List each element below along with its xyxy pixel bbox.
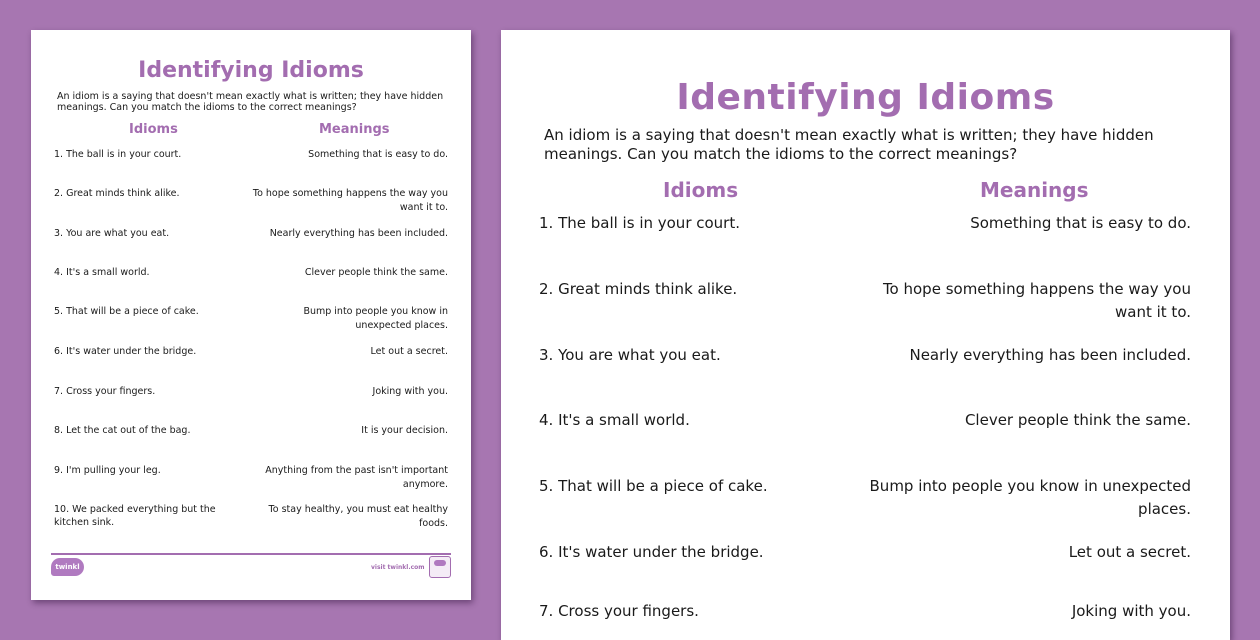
meaning-text: To hope something happens the way you want it to.: [252, 188, 448, 213]
idiom-text: 7. Cross your fingers.: [539, 602, 699, 620]
idiom-text: 2. Great minds think alike.: [54, 188, 180, 199]
meaning-text: Let out a secret.: [1068, 543, 1191, 561]
table-row: [31, 345, 471, 385]
meaning-text: Nearly everything has been included.: [909, 346, 1191, 364]
meaning-text: Nearly everything has been included.: [269, 228, 448, 239]
table-row: [31, 305, 471, 345]
meaning-text: Bump into people you know in unexpected places.: [869, 477, 1191, 518]
table-row: [501, 278, 1230, 344]
twinkl-logo: twinkl: [51, 558, 84, 576]
intro-text: An idiom is a saying that doesn't mean exactly what is written; they have hidden meanings. Can you match the idioms to the correct meanings?: [57, 91, 444, 113]
idiom-text: 4. It's a small world.: [539, 411, 690, 429]
idiom-text: 3. You are what you eat.: [54, 228, 170, 239]
idiom-text: 10. We packed everything but the kitchen sink.: [54, 504, 216, 528]
column-headers: [31, 122, 471, 148]
meaning-text: Clever people think the same.: [964, 411, 1191, 429]
idiom-text: 6. It's water under the bridge.: [54, 346, 197, 357]
table-row: [501, 409, 1230, 475]
idiom-text: 6. It's water under the bridge.: [539, 543, 764, 561]
meaning-text: To hope something happens the way you want it to.: [882, 280, 1191, 321]
meaning-text: Bump into people you know in unexpected places.: [303, 306, 448, 331]
quality-badge-icon: [429, 556, 451, 578]
meaning-text: Something that is easy to do.: [308, 149, 448, 160]
meanings-column-header: Meanings: [980, 178, 1089, 202]
worksheet-preview-small: [31, 30, 471, 600]
footer-url: visit twinkl.com: [371, 564, 425, 571]
idiom-text: 9. I'm pulling your leg.: [54, 465, 161, 476]
page-title: Identifying Idioms: [138, 58, 364, 83]
idiom-text: 3. You are what you eat.: [539, 346, 721, 364]
meaning-text: Anything from the past isn't important anymore.: [265, 465, 448, 490]
table-row: [31, 266, 471, 306]
idiom-text: 1. The ball is in your court.: [54, 149, 182, 160]
idioms-column-header: Idioms: [129, 122, 178, 137]
meaning-text: To stay healthy, you must eat healthy foods.: [268, 504, 448, 529]
idiom-text: 5. That will be a piece of cake.: [539, 477, 768, 495]
page-title: Identifying Idioms: [676, 77, 1055, 118]
idiom-text: 7. Cross your fingers.: [54, 386, 156, 397]
table-row: [31, 187, 471, 227]
idiom-text: 5. That will be a piece of cake.: [54, 306, 199, 317]
idiom-text: 4. It's a small world.: [54, 267, 150, 278]
idiom-text: 2. Great minds think alike.: [539, 280, 738, 298]
table-row: [501, 212, 1230, 278]
badge-ribbon-icon: [434, 560, 446, 566]
meaning-text: It is your decision.: [361, 425, 448, 436]
column-headers: [501, 178, 1230, 212]
meaning-text: Joking with you.: [1071, 602, 1191, 620]
meaning-text: Joking with you.: [372, 386, 448, 397]
table-row: [501, 600, 1230, 640]
table-row: [31, 464, 471, 504]
idioms-column-header: Idioms: [663, 178, 739, 202]
idiom-text: 1. The ball is in your court.: [539, 214, 740, 232]
table-row: [31, 385, 471, 425]
intro-text: An idiom is a saying that doesn't mean exactly what is written; they have hidden meanings. Can you match the idioms to the correct meanings?: [544, 126, 1154, 163]
table-row: [31, 148, 471, 188]
table-row: [501, 344, 1230, 410]
table-row: [31, 503, 471, 543]
meaning-text: Let out a secret.: [370, 346, 448, 357]
footer-divider: [51, 553, 451, 555]
table-row: [31, 424, 471, 464]
table-row: [501, 541, 1230, 607]
idiom-text: 8. Let the cat out of the bag.: [54, 425, 191, 436]
meanings-column-header: Meanings: [319, 122, 390, 137]
worksheet-zoomed: [501, 30, 1230, 640]
table-row: [31, 227, 471, 267]
meaning-text: Clever people think the same.: [304, 267, 448, 278]
table-row: [501, 475, 1230, 541]
meaning-text: Something that is easy to do.: [970, 214, 1191, 232]
